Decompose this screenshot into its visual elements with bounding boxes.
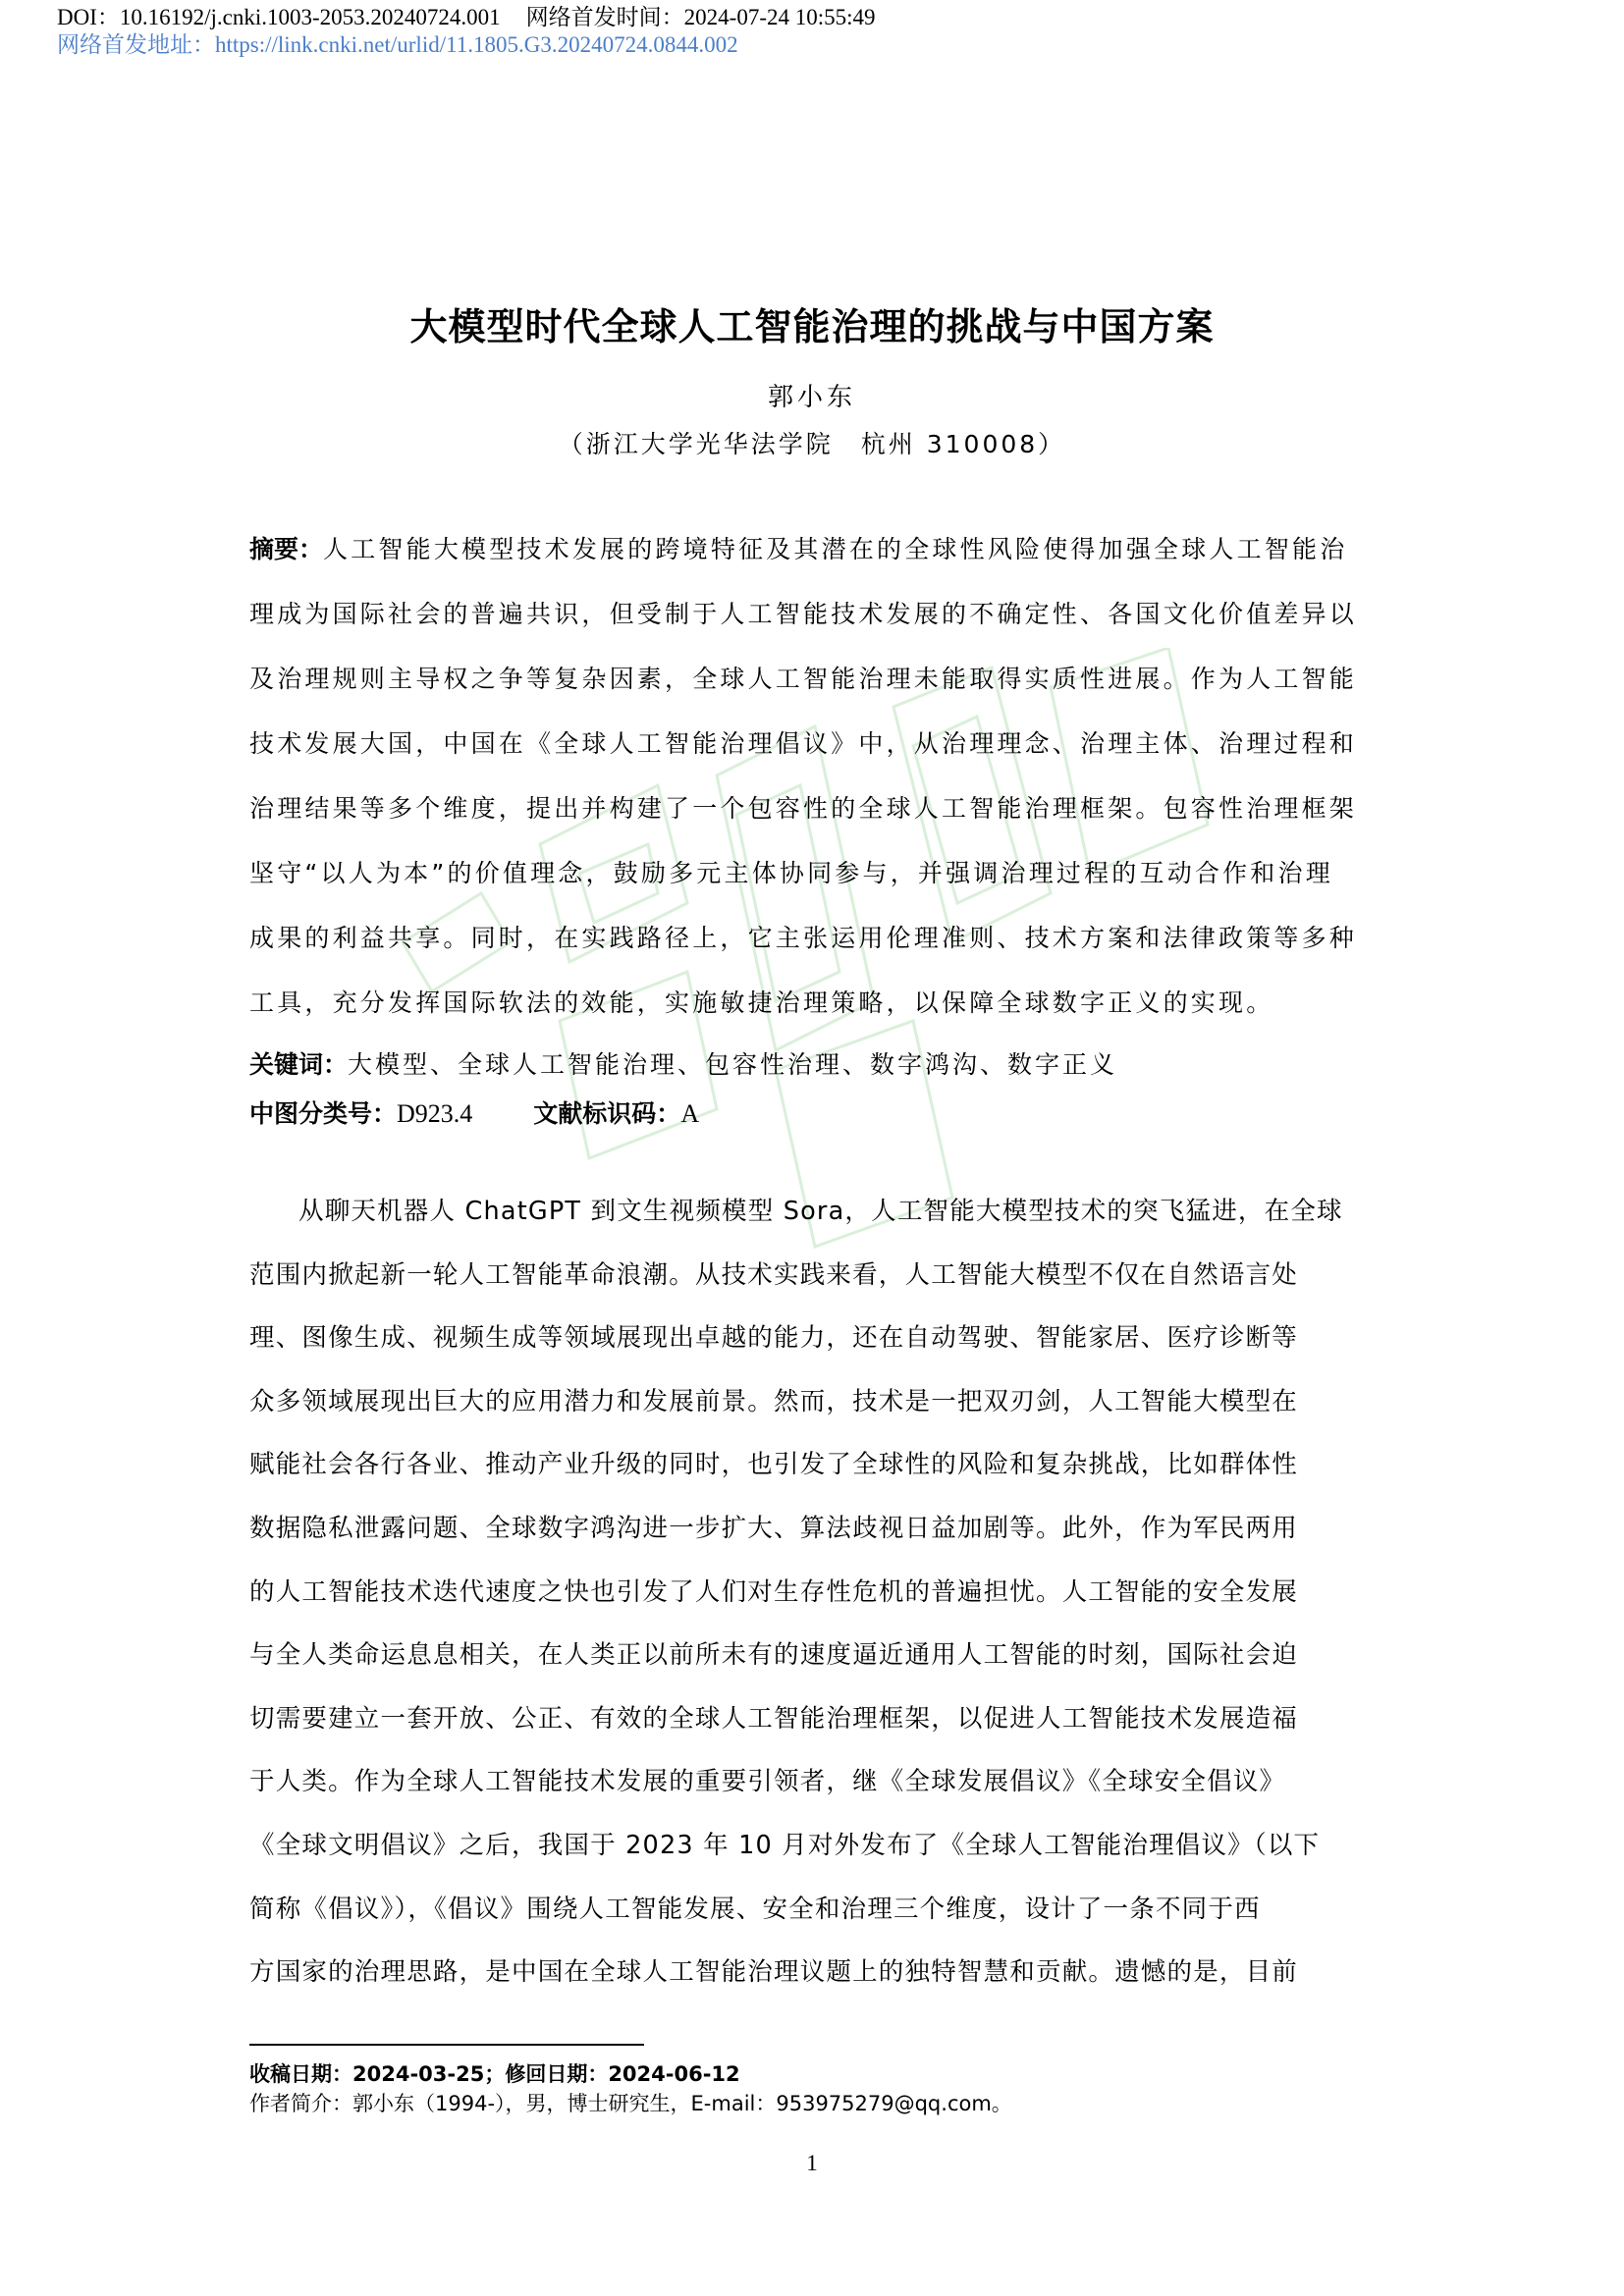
clc-value: D923.4	[397, 1099, 473, 1128]
abstract-line: 工具，充分发挥国际软法的效能，实施敏捷治理策略，以保障全球数字正义的实现。	[249, 988, 1274, 1017]
abstract-line: 摘要：人工智能大模型技术发展的跨境特征及其潜在的全球性风险使得加强全球人工智能治	[249, 535, 1348, 563]
body-line: 众多领域展现出巨大的应用潜力和发展前景。然而，技术是一把双刃剑，人工智能大模型在	[249, 1386, 1299, 1416]
body-line: 范围内掀起新一轮人工智能革命浪潮。从技术实践来看，人工智能大模型不仅在自然语言处	[249, 1259, 1299, 1290]
abstract-line: 坚守“以人为本”的价值理念，鼓励多元主体协同参与，并强调治理过程的互动合作和治理	[249, 859, 1333, 887]
doc-code-label: 文献标识码：	[533, 1099, 681, 1128]
classification-line	[249, 1095, 1388, 1134]
footnote-divider	[249, 2044, 644, 2046]
abstract-line: 理成为国际社会的普遍共识，但受制于人工智能技术发展的不确定性、各国文化价值差异以	[249, 600, 1358, 628]
abstract-line: 成果的利益共享。同时，在实践路径上，它主张运用伦理准则、技术方案和法律政策等多种	[249, 924, 1358, 952]
keywords-text: 大模型、全球人工智能治理、包容性治理、数字鸿沟、数字正义	[348, 1050, 1118, 1079]
body-line: 切需要建立一套开放、公正、有效的全球人工智能治理框架，以促进人工智能技术发展造福	[249, 1703, 1299, 1734]
body-line: 数据隐私泄露问题、全球数字鸿沟进一步扩大、算法歧视日益加剧等。此外，作为军民两用	[249, 1513, 1299, 1543]
body-text	[249, 1190, 1388, 2014]
author-bio: 作者简介：郭小东（1994-），男，博士研究生，E-mail：953975279@qq.com。	[249, 2092, 1012, 2115]
clc-label: 中图分类号：	[249, 1099, 398, 1128]
author-affiliation: （浙江大学光华法学院 杭州 310008）	[558, 430, 1066, 458]
body-line: 的人工智能技术迭代速度之快也引发了人们对生存性危机的普遍担忧。人工智能的安全发展	[249, 1576, 1299, 1607]
body-line: 于人类。作为全球人工智能技术发展的重要引领者，继《全球发展倡议》《全球安全倡议》	[249, 1767, 1286, 1797]
received-dates: 收稿日期：2024-03-25；修回日期：2024-06-12	[249, 2062, 740, 2086]
keywords-line	[249, 1045, 1388, 1085]
abstract-label: 摘要：	[249, 535, 324, 563]
body-line: 从聊天机器人 ChatGPT 到文生视频模型 Sora，人工智能大模型技术的突飞猛进，在全球	[298, 1197, 1343, 1226]
body-line: 理、图像生成、视频生成等领域展现出卓越的能力，还在自动驾驶、智能家居、医疗诊断等	[249, 1323, 1299, 1354]
body-line: 与全人类命运息息相关，在人类正以前所未有的速度逼近通用人工智能的时刻，国际社会迫	[249, 1640, 1299, 1671]
body-line: 简称《倡议》），《倡议》围绕人工智能发展、安全和治理三个维度，设计了一条不同于西	[249, 1894, 1261, 1924]
footnotes	[249, 2059, 1388, 2118]
body-line: 方国家的治理思路，是中国在全球人工智能治理议题上的独特智慧和贡献。遗憾的是，目前	[249, 1957, 1299, 1988]
author-name: 郭小东	[767, 383, 856, 412]
abstract-section	[249, 528, 1388, 1046]
publish-url[interactable]: 网络首发地址：https://link.cnki.net/urlid/11.1805.G3.20240724.0844.002	[57, 32, 738, 57]
cnki-header	[57, 4, 876, 59]
abstract-line: 技术发展大国，中国在《全球人工智能治理倡议》中，从治理理念、治理主体、治理过程和	[249, 729, 1358, 758]
keywords-label: 关键词：	[249, 1050, 349, 1079]
doi-text: DOI：10.16192/j.cnki.1003-2053.20240724.001	[57, 5, 501, 29]
abstract-line: 及治理规则主导权之争等复杂因素，全球人工智能治理未能取得实质性进展。作为人工智能	[249, 665, 1358, 693]
paper-title: 大模型时代全球人工智能治理的挑战与中国方案	[409, 305, 1215, 348]
page-number: 1	[806, 2151, 818, 2175]
publish-time: 网络首发时间：2024-07-24 10:55:49	[525, 5, 876, 29]
doc-code-value: A	[680, 1099, 700, 1128]
body-line: 赋能社会各行各业、推动产业升级的同时，也引发了全球性的风险和复杂挑战，比如群体性	[249, 1450, 1299, 1480]
abstract-line: 治理结果等多个维度，提出并构建了一个包容性的全球人工智能治理框架。包容性治理框架	[249, 794, 1358, 823]
body-line: 《全球文明倡议》之后，我国于 2023 年 10 月对外发布了《全球人工智能治理倡议》（以下	[249, 1830, 1321, 1860]
